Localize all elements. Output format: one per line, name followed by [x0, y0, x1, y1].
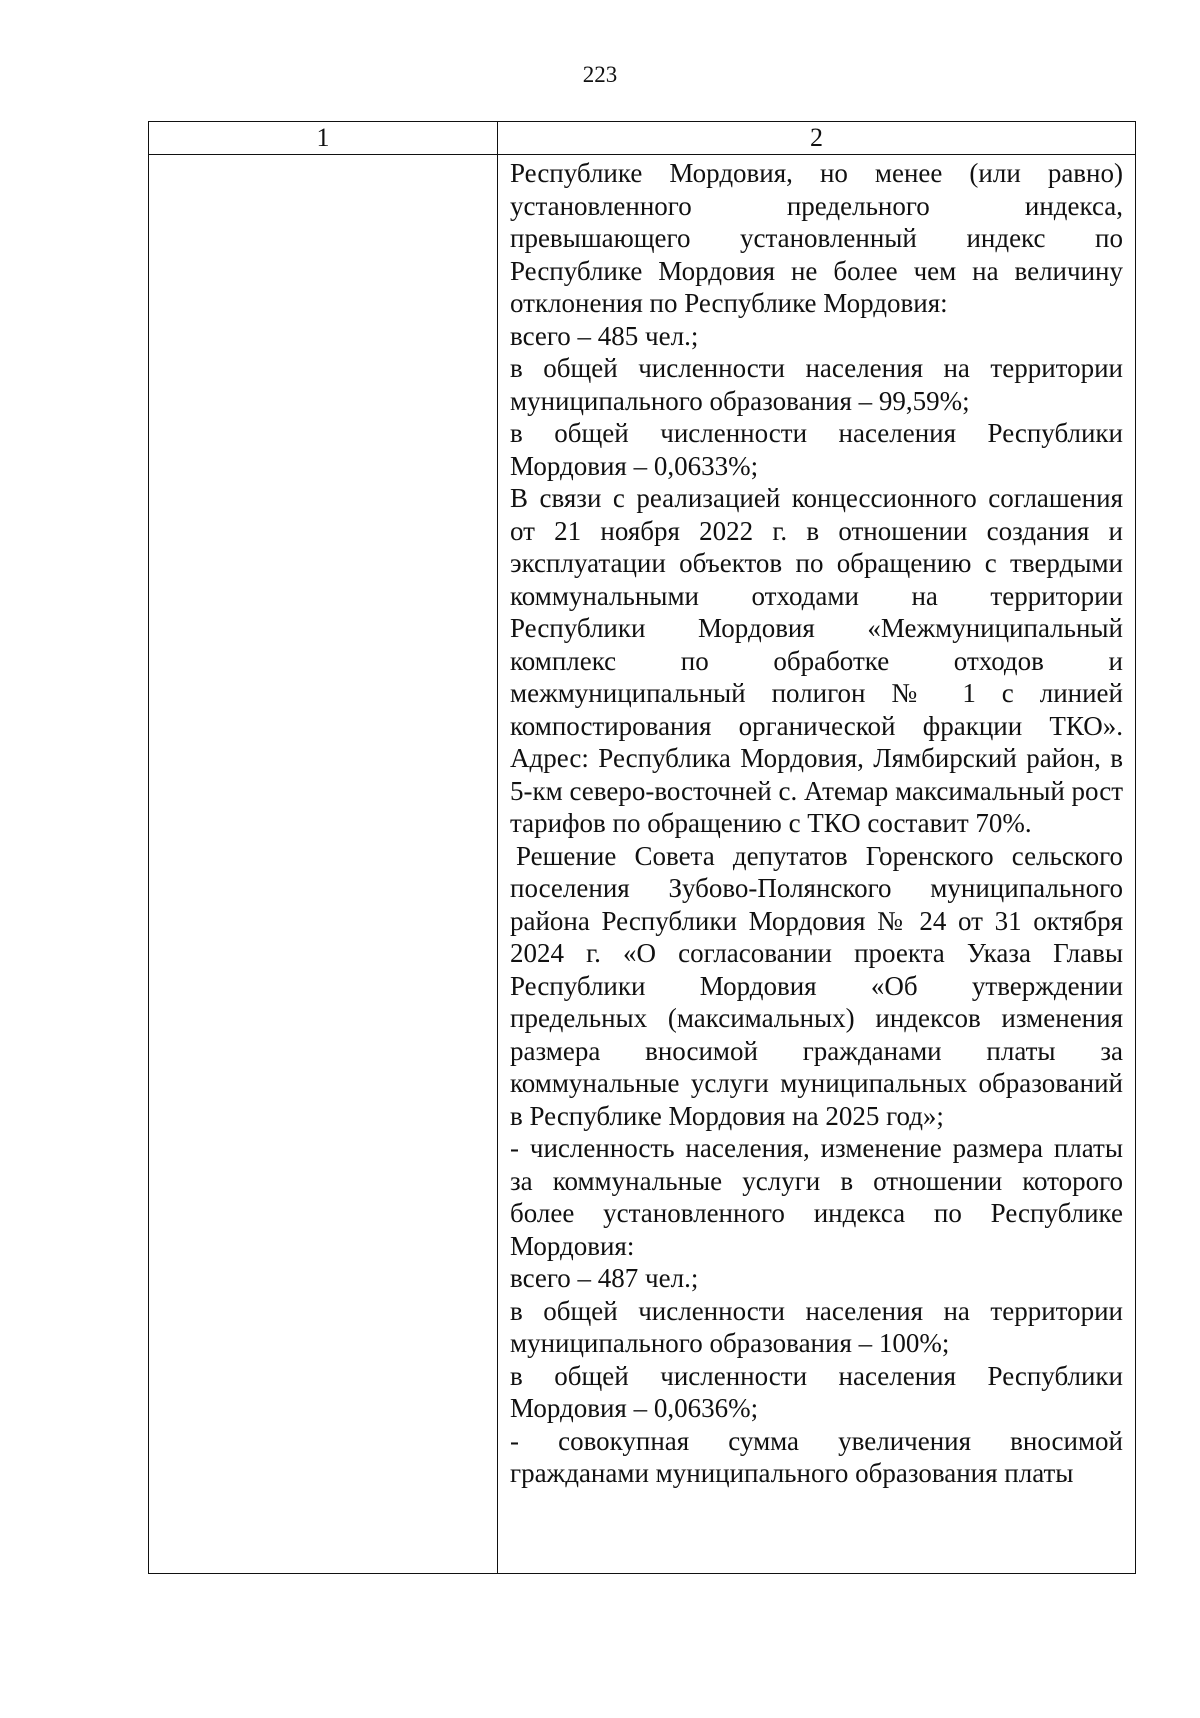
paragraph-total-485: всего – 485 чел.; — [510, 320, 699, 351]
paragraph-concession: В связи с реализацией концессионного соглашения от 21 ноября 2022 г. в отношении создания и эксплуатации объектов по обращению с твердыми коммунальными отходами на территории Республики Мордовия «Межмуниципальный комплекс по обработке отходов и межмуниципальный полигон № 1 с линией компостирования органической фракции ТКО». Адрес: Республика Мордовия, Лямбирский район, в 5-км северо-восточней с. Атемар максимальный рост тарифов по обращению с ТКО составит 70%. — [510, 483, 1123, 838]
table-header-row — [149, 122, 1136, 155]
paragraph-share-municipal-2: в общей численности населения на территории муниципального образования – 100%; — [510, 1295, 1123, 1358]
table-row — [149, 155, 1136, 1574]
paragraph-council-decision: Решение Совета депутатов Горенского сельского поселения Зубово-Полянского муниципального района Республики Мордовия № 24 от 31 октября 2024 г. «О согласовании проекта Указа Главы Республики Мордовия «Об утверждении предельных (максимальных) индексов изменения размера вносимой гражданами платы за коммунальные услуги муниципальных образований в Республике Мордовия на 2025 год»; — [510, 840, 1123, 1131]
page-number: 223 — [582, 62, 618, 87]
column-number-2: 2 — [498, 122, 1136, 155]
table-cell-right — [498, 155, 1136, 1574]
paragraph-total-increase: - совокупная сумма увеличения вносимой гражданами муниципального образования платы — [510, 1425, 1123, 1488]
document-table — [148, 121, 1136, 1574]
table-cell-left — [149, 155, 498, 1574]
paragraph-total-487: всего – 487 чел.; — [510, 1263, 699, 1293]
paragraph-thresholds: Республике Мордовия, но менее (или равно) установленного предельного индекса, превышающего установленный индекс по Республике Мордовия не более чем на величину отклонения по Республике Мордовия: — [510, 158, 1123, 318]
cell-text — [510, 157, 1123, 1490]
paragraph-share-republic-1: в общей численности населения Республики Мордовия – 0,0633%; — [510, 418, 1123, 481]
paragraph-population-above-index: - численность населения, изменение размера платы за коммунальные услуги в отношении которого более установленного индекса по Республике Мордовия: — [510, 1133, 1123, 1261]
paragraph-share-republic-2: в общей численности населения Республики Мордовия – 0,0636%; — [510, 1360, 1123, 1423]
paragraph-share-municipal-1: в общей численности населения на территории муниципального образования – 99,59%; — [510, 353, 1123, 416]
column-number-1: 1 — [149, 122, 498, 155]
